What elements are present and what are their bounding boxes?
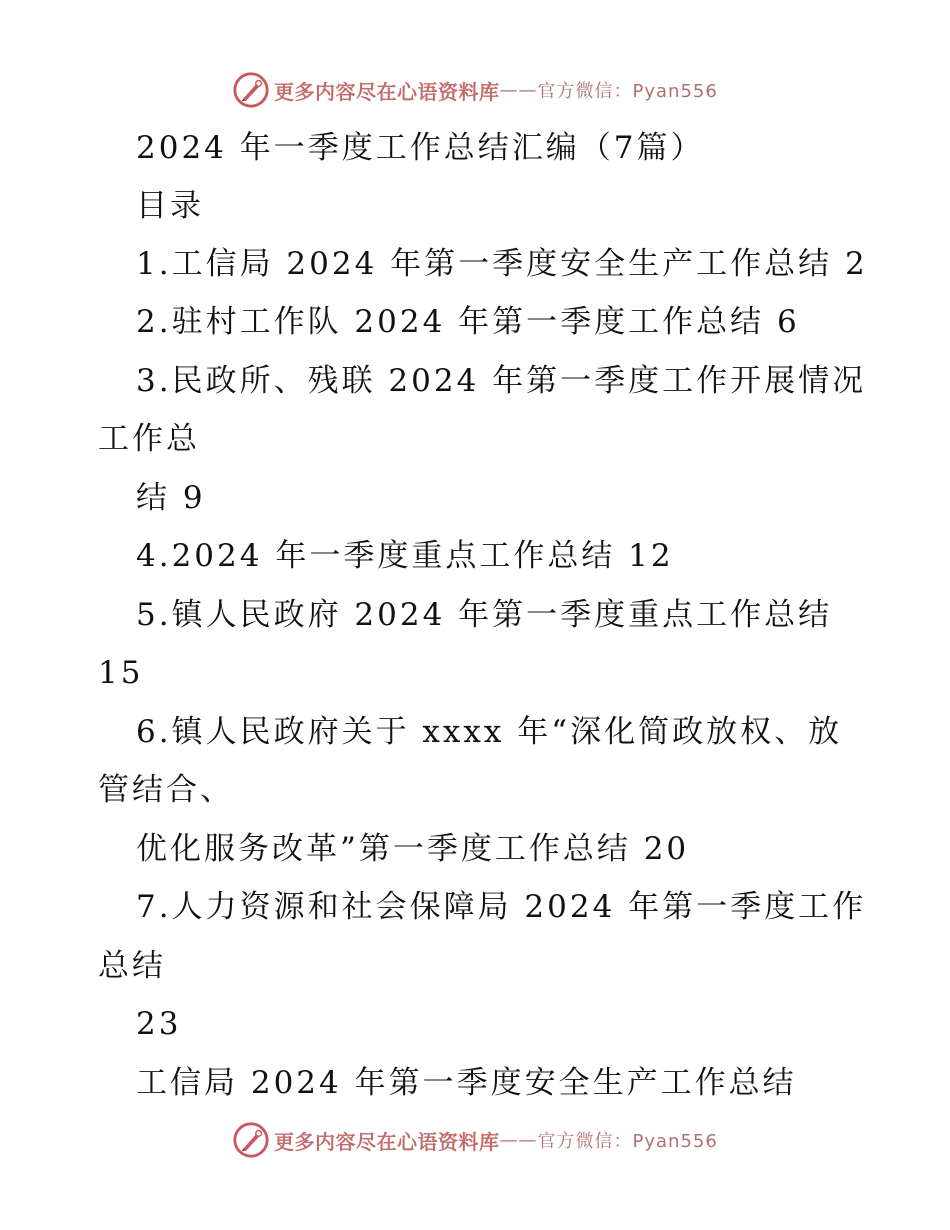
toc-entry-4: 4.2024 年一季度重点工作总结 12 — [136, 538, 674, 574]
watermark-footer — [232, 1120, 718, 1160]
watermark-wechat-text: 官方微信：Pyan556 — [537, 1131, 718, 1152]
watermark-dash: —— — [499, 1129, 538, 1151]
toc-entry-3-wrap: 工作总 — [98, 421, 200, 457]
toc-entry-7: 7.人力资源和社会保障局 2024 年第一季度工作 — [136, 889, 867, 925]
section-heading: 工信局 2024 年第一季度安全生产工作总结 — [136, 1065, 797, 1101]
toc-entry-1: 1.工信局 2024 年第一季度安全生产工作总结 2 — [136, 246, 868, 282]
toc-entry-3: 3.民政所、残联 2024 年第一季度工作开展情况 — [136, 363, 867, 399]
watermark-wechat-text: 官方微信：Pyan556 — [537, 81, 718, 102]
toc-heading: 目录 — [136, 188, 204, 224]
watermark-main-text: 更多内容尽在心语资料库 — [274, 1129, 500, 1154]
watermark-main-text: 更多内容尽在心语资料库 — [274, 79, 500, 104]
watermark-dash: —— — [499, 79, 538, 101]
toc-entry-6-wrap: 管结合、 — [98, 772, 234, 808]
toc-entry-5-wrap: 15 — [98, 655, 144, 691]
document-title: 2024 年一季度工作总结汇编（7篇） — [136, 130, 705, 166]
toc-entry-7-cont: 23 — [136, 1006, 182, 1042]
pen-logo-icon — [232, 1121, 270, 1159]
toc-entry-3-cont: 结 9 — [136, 480, 206, 516]
toc-entry-5: 5.镇人民政府 2024 年第一季度重点工作总结 — [136, 597, 833, 633]
toc-entry-6: 6.镇人民政府关于 xxxx 年“深化简政放权、放 — [136, 714, 843, 750]
toc-entry-6-cont: 优化服务改革”第一季度工作总结 20 — [136, 831, 690, 867]
toc-entry-2: 2.驻村工作队 2024 年第一季度工作总结 6 — [136, 304, 800, 340]
toc-entry-7-wrap: 总结 — [98, 948, 166, 984]
